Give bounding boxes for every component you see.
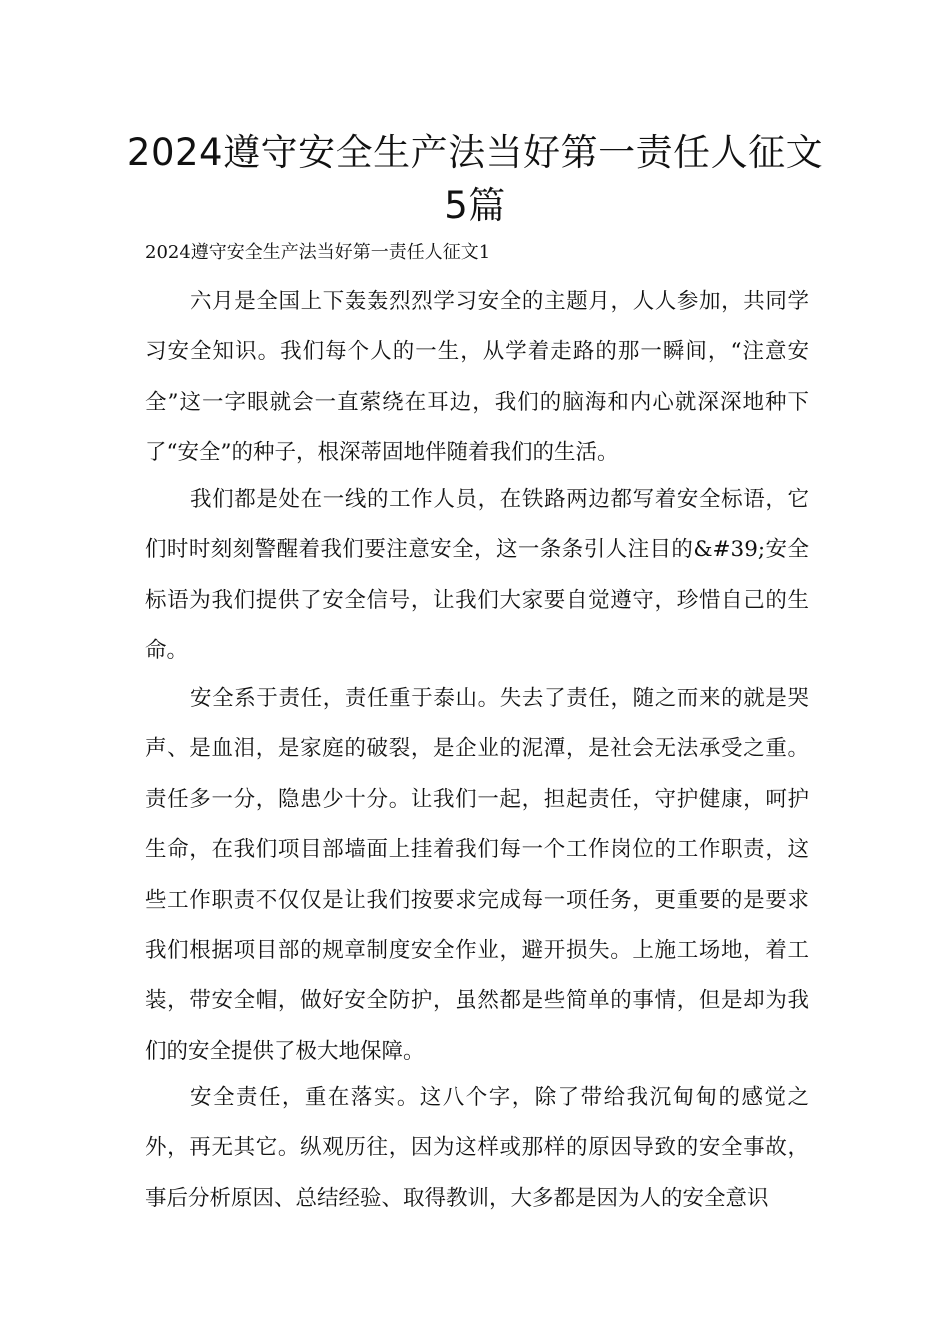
- paragraph-2: 我们都是处在一线的工作人员，在铁路两边都写着安全标语，它们时时刻刻警醒着我们要注意安全，这一条条引人注目的&#39;安全标语为我们提供了安全信号，让我们大家要自觉遵守，珍惜自己的生命。: [145, 487, 809, 664]
- document-title: 2024遵守安全生产法当好第一责任人征文5篇: [126, 131, 824, 227]
- paragraph-1: 六月是全国上下轰轰烈烈学习安全的主题月，人人参加，共同学习安全知识。我们每个人的一生，从学着走路的那一瞬间，“注意安全”这一字眼就会一直萦绕在耳边，我们的脑海和内心就深深地种下了“安全”的种子，根深蒂固地伴随着我们的生活。: [145, 289, 809, 466]
- section-heading: 2024遵守安全生产法当好第一责任人征文1: [145, 242, 491, 263]
- paragraph-3: 安全系于责任，责任重于泰山。失去了责任，随之而来的就是哭声、是血泪，是家庭的破裂，是企业的泥潭，是社会无法承受之重。责任多一分，隐患少十分。让我们一起，担起责任，守护健康，呵护生命，在我们项目部墙面上挂着我们每一个工作岗位的工作职责，这些工作职责不仅仅是让我们按要求完成每一项任务，更重要的是要求我们根据项目部的规章制度安全作业，避开损失。上施工场地，着工装，带安全帽，做好安全防护，虽然都是些简单的事情，但是却为我们的安全提供了极大地保障。: [145, 686, 809, 1064]
- paragraph-4: 安全责任，重在落实。这八个字，除了带给我沉甸甸的感觉之外，再无其它。纵观历往，因为这样或那样的原因导致的安全事故，事后分析原因、总结经验、取得教训，大多都是因为人的安全意识: [145, 1085, 809, 1211]
